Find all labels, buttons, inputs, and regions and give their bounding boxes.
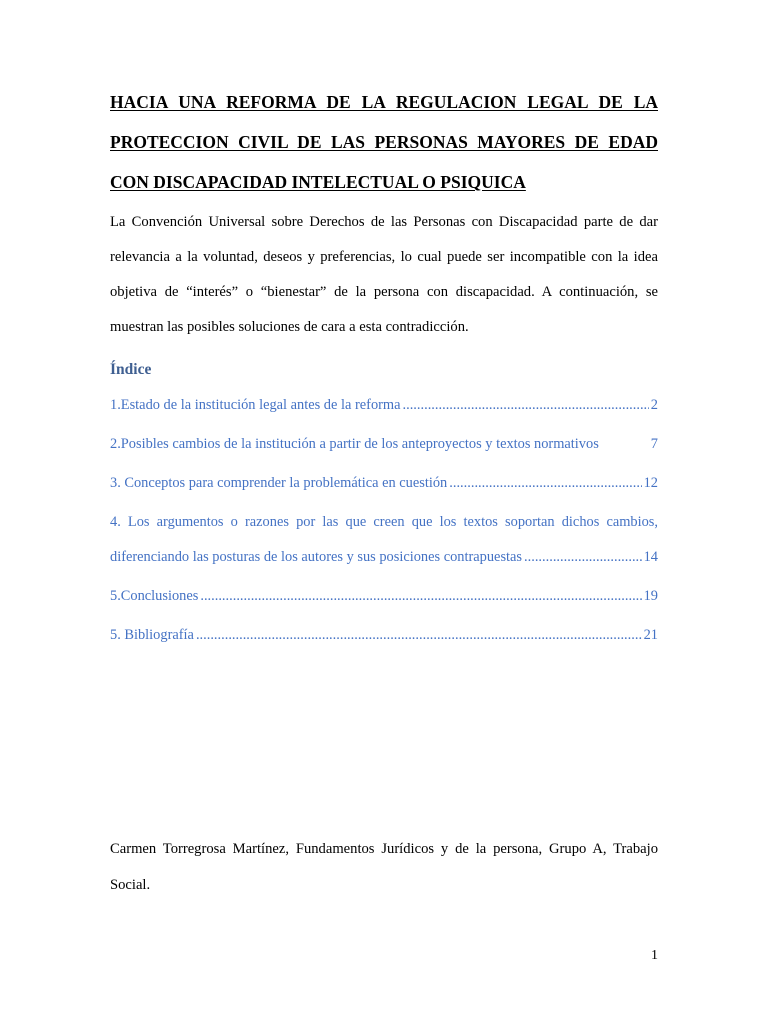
title-line: CON DISCAPACIDAD INTELECTUAL O PSIQUICA (110, 172, 526, 192)
toc-page-number: 14 (643, 549, 658, 565)
document-page (110, 0, 658, 1024)
author-footer (110, 831, 658, 903)
toc-page-number: 21 (643, 627, 658, 643)
toc-leader (403, 390, 649, 420)
toc-entry-5[interactable] (110, 581, 658, 620)
intro-line: La Convención Universal sobre Derechos de las Personas con Discapacidad parte de dar (110, 214, 658, 230)
toc-entry-6[interactable] (110, 620, 658, 659)
intro-line: relevancia a la voluntad, deseos y preferencias, lo cual puede ser incompatible con la idea (110, 249, 658, 265)
toc-entry-label: diferenciando las posturas de los autores y sus posiciones contrapuestas (110, 549, 523, 565)
toc-entry-4[interactable] (110, 507, 658, 581)
toc-leader (524, 542, 642, 572)
toc-page-number: 12 (643, 475, 658, 491)
toc-entry-label: 1.Estado de la institución legal antes de la reforma (110, 397, 401, 413)
toc-leader (449, 468, 641, 498)
toc-entry-1[interactable] (110, 390, 658, 429)
toc-page-number: 2 (650, 397, 658, 413)
intro-line: muestran las posibles soluciones de cara a esta contradicción. (110, 319, 469, 335)
toc-entry-label: 2.Posibles cambios de la institución a partir de los anteproyectos y textos normativos (110, 436, 599, 452)
toc-leader (196, 620, 642, 650)
toc-entry-label: 5.Conclusiones (110, 588, 199, 604)
intro-paragraph (110, 205, 658, 345)
toc-page-number: 7 (650, 436, 658, 452)
table-of-contents (110, 390, 658, 659)
toc-entry-label: 3. Conceptos para comprender la problemática en cuestión (110, 475, 448, 491)
toc-page-number: 19 (643, 588, 658, 604)
footer-line: Carmen Torregrosa Martínez, Fundamentos Jurídicos y de la persona, Grupo A, Trabajo (110, 841, 658, 857)
toc-heading: Índice (110, 361, 152, 378)
toc-entry-3[interactable] (110, 468, 658, 507)
page-number: 1 (651, 948, 658, 963)
document-title (110, 82, 658, 202)
toc-leader (200, 581, 641, 611)
toc-entry-2[interactable] (110, 429, 658, 468)
toc-entry-label: 5. Bibliografía (110, 627, 194, 643)
title-line: HACIA UNA REFORMA DE LA REGULACION LEGAL DE LA (110, 92, 658, 112)
title-line: PROTECCION CIVIL DE LAS PERSONAS MAYORES DE EDAD (110, 132, 658, 152)
intro-line: objetiva de “interés” o “bienestar” de la persona con discapacidad. A continuación, se (110, 284, 658, 300)
toc-entry-label-line1: 4. Los argumentos o razones por las que creen que los textos soportan dichos cambios, (110, 514, 658, 530)
footer-line: Social. (110, 877, 151, 893)
